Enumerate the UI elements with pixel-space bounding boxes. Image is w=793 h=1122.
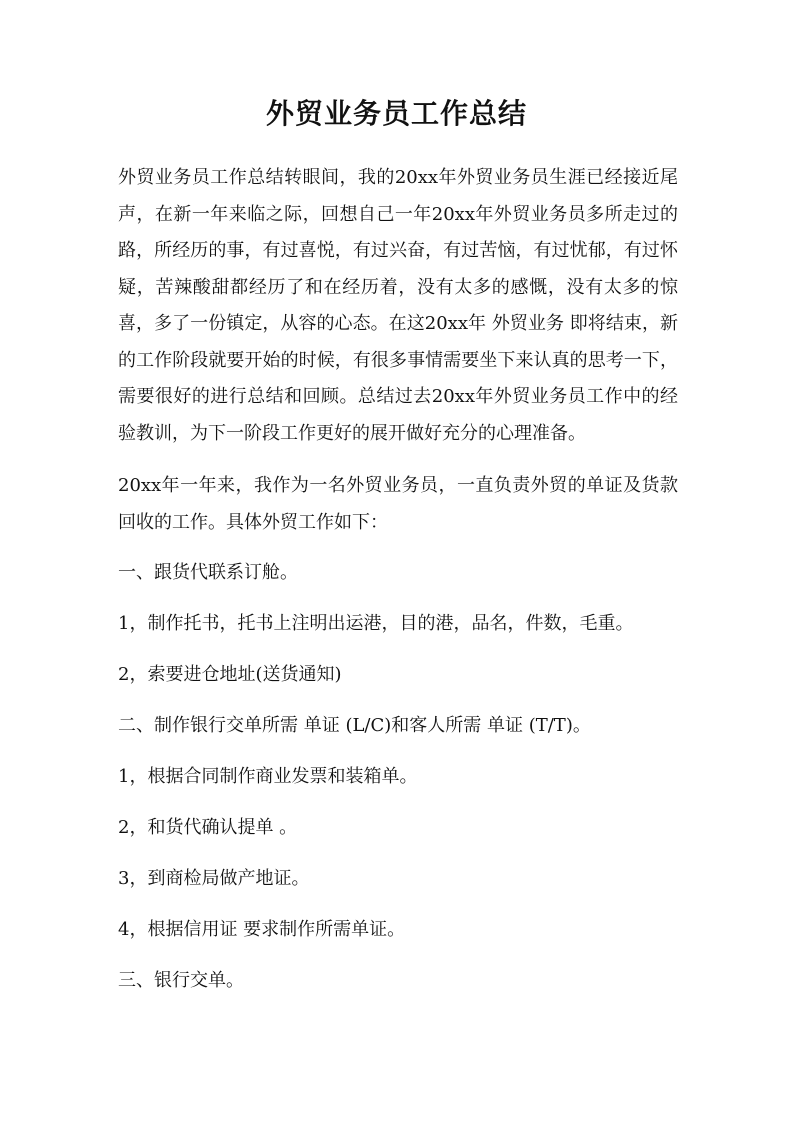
section-heading-booking: 一、跟货代联系订舱。 [118,562,298,583]
section-heading-documents: 二、制作银行交单所需 单证 (L/C)和客人所需 单证 (T/T)。 [118,715,591,736]
list-item: 1，制作托书，托书上注明出运港，目的港，品名，件数，毛重。 [118,613,634,634]
list-item: 1，根据合同制作商业发票和装箱单。 [118,766,418,787]
intro-paragraph: 外贸业务员工作总结转眼间，我的20xx年外贸业务员生涯已经接近尾声，在新一年来临之际，回想自己一年20xx年外贸业务员多所走过的路，所经历的事，有过喜悦，有过兴奋，有过苦恼，有过忧郁，有过怀疑，苦辣酸甜都经历了和在经历着，没有太多的感慨，没有太多的惊喜，多了一份镇定，从容的心态。在这20xx年 外贸业务 即将结束，新的工作阶段就要开始的时候，有很多事情需要坐下来认真的思考一下，需要很好的进行总结和回顾。总结过去20xx年外贸业务员工作中的经验教训，为下一阶段工作更好的展开做好充分的心理准备。 [118,167,678,444]
document-body [118,160,678,1014]
list-item: 3，到商检局做产地证。 [118,868,310,889]
document-title: 外贸业务员工作总结 [265,97,527,130]
section-heading-bank: 三、银行交单。 [118,970,244,991]
list-item: 4，根据信用证 要求制作所需单证。 [118,919,406,940]
list-item: 2，索要进仓地址(送货通知) [118,664,342,685]
overview-paragraph: 20xx年一年来，我作为一名外贸业务员，一直负责外贸的单证及货款回收的工作。具体外贸工作如下： [118,475,678,533]
list-item: 2，和货代确认提单 。 [118,817,298,838]
